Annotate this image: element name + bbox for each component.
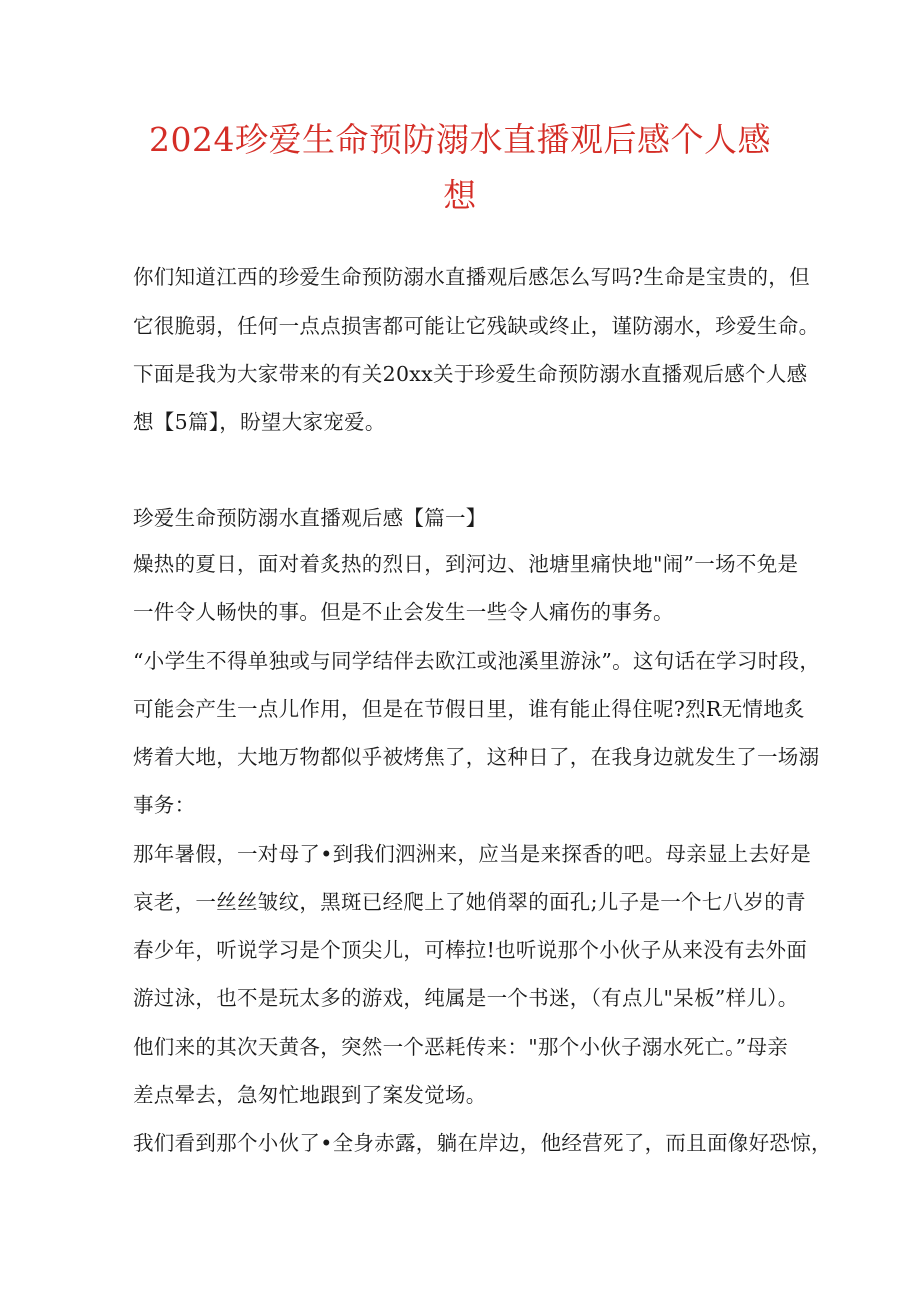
- intro-line-4: 想【5篇】，盼望大家宠爱。: [133, 410, 386, 434]
- intro-line-1: 你们知道江西的珍爱生命预防溺水直播观后感怎么写吗?生命是宝贵的，但: [133, 265, 810, 289]
- body-line-13: 我们看到那个小伙了•全身赤露，躺在岸边，他经营死了，而且面像好恐惊，: [133, 1131, 832, 1155]
- body-line-12: 差点晕去，急匆忙地跟到了案发觉场。: [133, 1083, 487, 1107]
- intro-line-3: 下面是我为大家带来的有关20xx关于珍爱生命预防溺水直播观后感个人感: [133, 362, 808, 386]
- body-line-10: 游过泳，也不是玩太多的游戏，纯属是一个书迷，（有点儿"呆板”样儿）。: [133, 986, 799, 1010]
- body-line-7: 那年暑假，一对母了•到我们泗洲来，应当是来探香的吧。母亲显上去好是: [133, 842, 811, 866]
- body-line-4: 可能会产生一点儿作用，但是在节假日里，谁有能止得住呢?烈R无情地炙: [133, 697, 805, 721]
- title-line-2: 想: [443, 176, 477, 215]
- body-line-6: 事务：: [133, 793, 196, 817]
- body-line-5: 烤着大地，大地万物都似乎被烤焦了，这种日了，在我身边就发生了一场溺: [133, 745, 820, 769]
- body-line-2: 一件令人畅快的事。但是不止会发生一些令人痛伤的事务。: [133, 600, 674, 624]
- title-line-1: 2024珍爱生命预防溺水直播观后感个人感: [149, 120, 771, 159]
- body-line-1: 燥热的夏日，面对着炙热的烈日，到河边、池塘里痛快地"闹”一场不免是: [133, 552, 799, 576]
- section-heading: 珍爱生命预防溺水直播观后感【篇一】: [133, 506, 487, 530]
- body-line-9: 春少年，听说学习是个顶尖儿，可棒拉!也听说那个小伙子从来没有去外面: [133, 938, 808, 962]
- body-line-11: 他们来的其次天黄各，突然一个恶耗传来："那个小伙子溺水死亡。”母亲: [133, 1035, 789, 1059]
- body-line-3: “小学生不得单独或与同学结伴去欧江或池溪里游泳”。这句话在学习时段，: [133, 649, 821, 673]
- document-title: [140, 112, 780, 224]
- intro-line-2: 它很脆弱，任何一点点损害都可能让它残缺或终止，谨防溺水，珍爱生命。: [133, 314, 820, 338]
- body-line-8: 哀老，一丝丝皱纹，黑斑已经爬上了她俏翠的面孔;儿子是一个七八岁的青: [133, 890, 806, 914]
